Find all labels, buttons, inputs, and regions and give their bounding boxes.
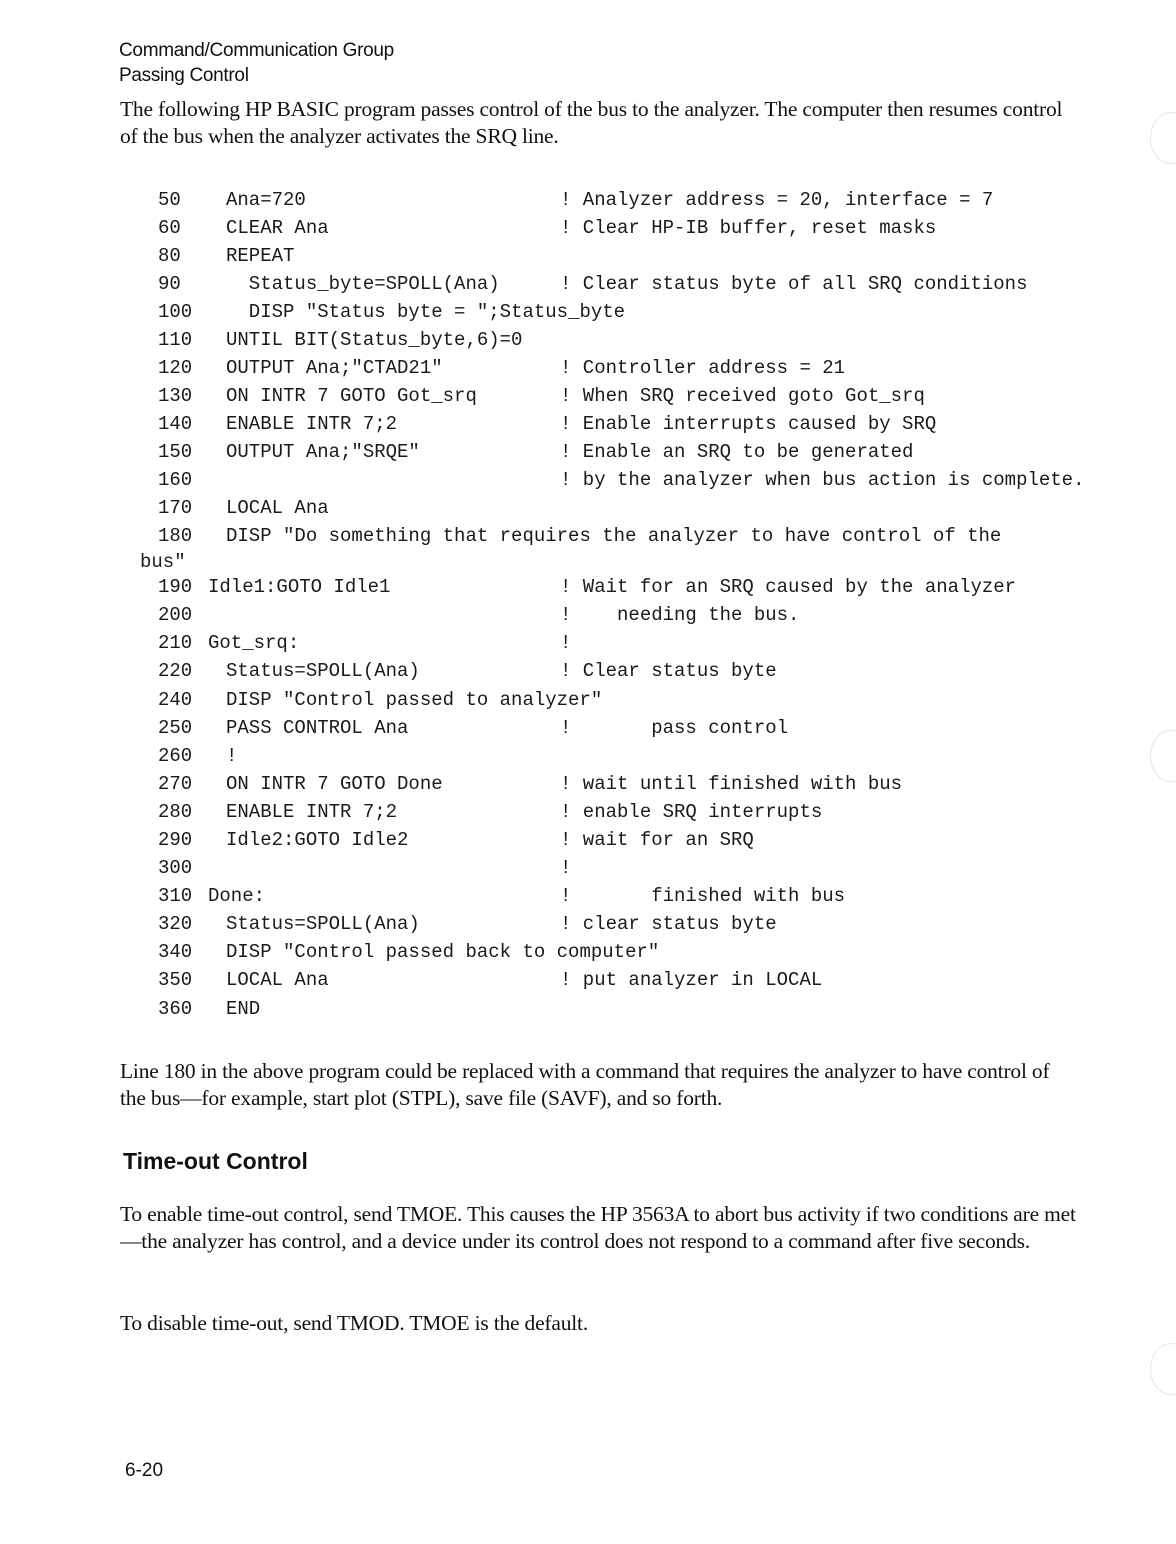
code-statement: PASS CONTROL Ana xyxy=(226,717,409,739)
code-line xyxy=(0,995,1176,1023)
code-statement: ENABLE INTR 7;2 xyxy=(226,413,398,435)
code-comment: ! needing the bus. xyxy=(560,604,800,626)
code-statement: DISP "Control passed to analyzer" xyxy=(226,689,603,711)
code-statement: LOCAL Ana xyxy=(226,969,329,991)
code-statement: Ana=720 xyxy=(226,189,306,211)
code-comment: ! Enable interrupts caused by SRQ xyxy=(560,413,937,435)
code-line xyxy=(0,686,1176,714)
timeout-paragraph: To enable time-out control, send TMOE. This causes the HP 3563A to abort bus activity if two conditions are met—the analyzer has control, and a device under its control does not respond to a command after five seconds. xyxy=(120,1202,1076,1253)
code-statement: CLEAR Ana xyxy=(226,217,329,239)
line-number: 60 xyxy=(158,217,181,239)
line-number: 120 xyxy=(158,357,193,379)
code-statement: ! xyxy=(226,745,238,767)
code-comment: ! Controller address = 21 xyxy=(560,357,846,379)
code-line xyxy=(0,910,1176,938)
code-line xyxy=(0,438,1176,466)
code-comment: ! Enable an SRQ to be generated xyxy=(560,441,914,463)
code-line xyxy=(0,573,1176,601)
line-number: 160 xyxy=(158,469,193,491)
code-statement: END xyxy=(226,998,261,1020)
code-statement: Status_byte=SPOLL(Ana) xyxy=(226,273,500,295)
code-comment: ! Clear status byte of all SRQ conditions xyxy=(560,273,1028,295)
code-line xyxy=(0,657,1176,685)
code-line-wrap: bus" xyxy=(140,551,186,573)
code-comment: ! clear status byte xyxy=(560,913,777,935)
line-number: 80 xyxy=(158,245,181,267)
code-comment: ! wait until finished with bus xyxy=(560,773,903,795)
code-comment: ! wait for an SRQ xyxy=(560,829,754,851)
line-number: 100 xyxy=(158,301,193,323)
code-line xyxy=(0,298,1176,326)
code-line xyxy=(0,742,1176,770)
line-number: 180 xyxy=(158,525,193,547)
line-number: 290 xyxy=(158,829,193,851)
line-number: 210 xyxy=(158,632,193,654)
line-number: 190 xyxy=(158,576,193,598)
line-number: 270 xyxy=(158,773,193,795)
section-heading: Time-out Control xyxy=(123,1148,308,1174)
line-number: 320 xyxy=(158,913,193,935)
line-number: 170 xyxy=(158,497,193,519)
page-number: 6-20 xyxy=(125,1460,164,1481)
explanation-paragraph: Line 180 in the above program could be replaced with a command that requires the analyzer to have control of the bus—for example, start plot (STPL), save file (SAVF), and so forth. xyxy=(120,1059,1050,1110)
code-line xyxy=(0,410,1176,438)
code-statement: Idle1:GOTO Idle1 xyxy=(208,576,391,598)
code-line xyxy=(0,629,1176,657)
code-statement: UNTIL BIT(Status_byte,6)=0 xyxy=(226,329,523,351)
code-line xyxy=(0,270,1176,298)
code-comment: ! enable SRQ interrupts xyxy=(560,801,823,823)
code-statement: DISP "Do something that requires the analyzer to have control of the xyxy=(226,525,1002,547)
code-line xyxy=(0,770,1176,798)
code-statement: ON INTR 7 GOTO Done xyxy=(226,773,443,795)
code-statement: ENABLE INTR 7;2 xyxy=(226,801,398,823)
header-group: Command/Communication Group xyxy=(119,40,394,61)
code-comment: ! xyxy=(560,632,572,654)
disable-timeout-paragraph: To disable time-out, send TMOD. TMOE is the default. xyxy=(120,1311,588,1335)
code-comment: ! Analyzer address = 20, interface = 7 xyxy=(560,189,994,211)
code-comment: ! pass control xyxy=(560,717,789,739)
code-statement: Status=SPOLL(Ana) xyxy=(226,913,420,935)
code-comment: ! by the analyzer when bus action is complete. xyxy=(560,469,1085,491)
code-line xyxy=(0,601,1176,629)
line-number: 50 xyxy=(158,189,181,211)
code-comment: ! xyxy=(560,857,572,879)
code-statement: LOCAL Ana xyxy=(226,497,329,519)
code-line xyxy=(0,938,1176,966)
line-number: 310 xyxy=(158,885,193,907)
code-statement: REPEAT xyxy=(226,245,295,267)
code-statement: ON INTR 7 GOTO Got_srq xyxy=(226,385,477,407)
line-number: 350 xyxy=(158,969,193,991)
code-line xyxy=(0,798,1176,826)
code-statement: Got_srq: xyxy=(208,632,300,654)
code-statement: OUTPUT Ana;"CTAD21" xyxy=(226,357,443,379)
line-number: 340 xyxy=(158,941,193,963)
code-line xyxy=(0,354,1176,382)
line-number: 240 xyxy=(158,689,193,711)
line-number: 300 xyxy=(158,857,193,879)
code-line xyxy=(0,466,1176,494)
code-line xyxy=(0,854,1176,882)
running-header xyxy=(119,38,394,88)
code-line xyxy=(0,214,1176,242)
code-comment: ! Clear HP-IB buffer, reset masks xyxy=(560,217,937,239)
intro-paragraph: The following HP BASIC program passes control of the bus to the analyzer. The computer then resumes control of the bus when the analyzer activates the SRQ line. xyxy=(120,97,1063,148)
code-comment: ! Wait for an SRQ caused by the analyzer xyxy=(560,576,1017,598)
code-statement: DISP "Control passed back to computer" xyxy=(226,941,660,963)
code-line xyxy=(0,326,1176,354)
code-comment: ! When SRQ received goto Got_srq xyxy=(560,385,925,407)
code-line xyxy=(0,966,1176,994)
line-number: 130 xyxy=(158,385,193,407)
code-comment: ! Clear status byte xyxy=(560,660,777,682)
header-section: Passing Control xyxy=(119,65,249,86)
code-line xyxy=(0,186,1176,214)
code-statement: Done: xyxy=(208,885,266,907)
line-number: 280 xyxy=(158,801,193,823)
code-statement: DISP "Status byte = ";Status_byte xyxy=(226,301,626,323)
line-number: 250 xyxy=(158,717,193,739)
line-number: 90 xyxy=(158,273,181,295)
line-number: 110 xyxy=(158,329,193,351)
line-number: 200 xyxy=(158,604,193,626)
line-number: 220 xyxy=(158,660,193,682)
code-line xyxy=(0,826,1176,854)
line-number: 140 xyxy=(158,413,193,435)
code-line xyxy=(0,382,1176,410)
binder-hole-mark xyxy=(1150,1343,1176,1395)
line-number: 360 xyxy=(158,998,193,1020)
code-line xyxy=(0,494,1176,522)
code-statement: OUTPUT Ana;"SRQE" xyxy=(226,441,420,463)
code-comment: ! finished with bus xyxy=(560,885,846,907)
code-line xyxy=(0,882,1176,910)
line-number: 150 xyxy=(158,441,193,463)
code-line xyxy=(0,242,1176,270)
code-line xyxy=(0,714,1176,742)
line-number: 260 xyxy=(158,745,193,767)
code-comment: ! put analyzer in LOCAL xyxy=(560,969,823,991)
code-statement: Status=SPOLL(Ana) xyxy=(226,660,420,682)
binder-hole-mark xyxy=(1150,112,1176,164)
code-statement: Idle2:GOTO Idle2 xyxy=(226,829,409,851)
code-line xyxy=(0,522,1176,550)
